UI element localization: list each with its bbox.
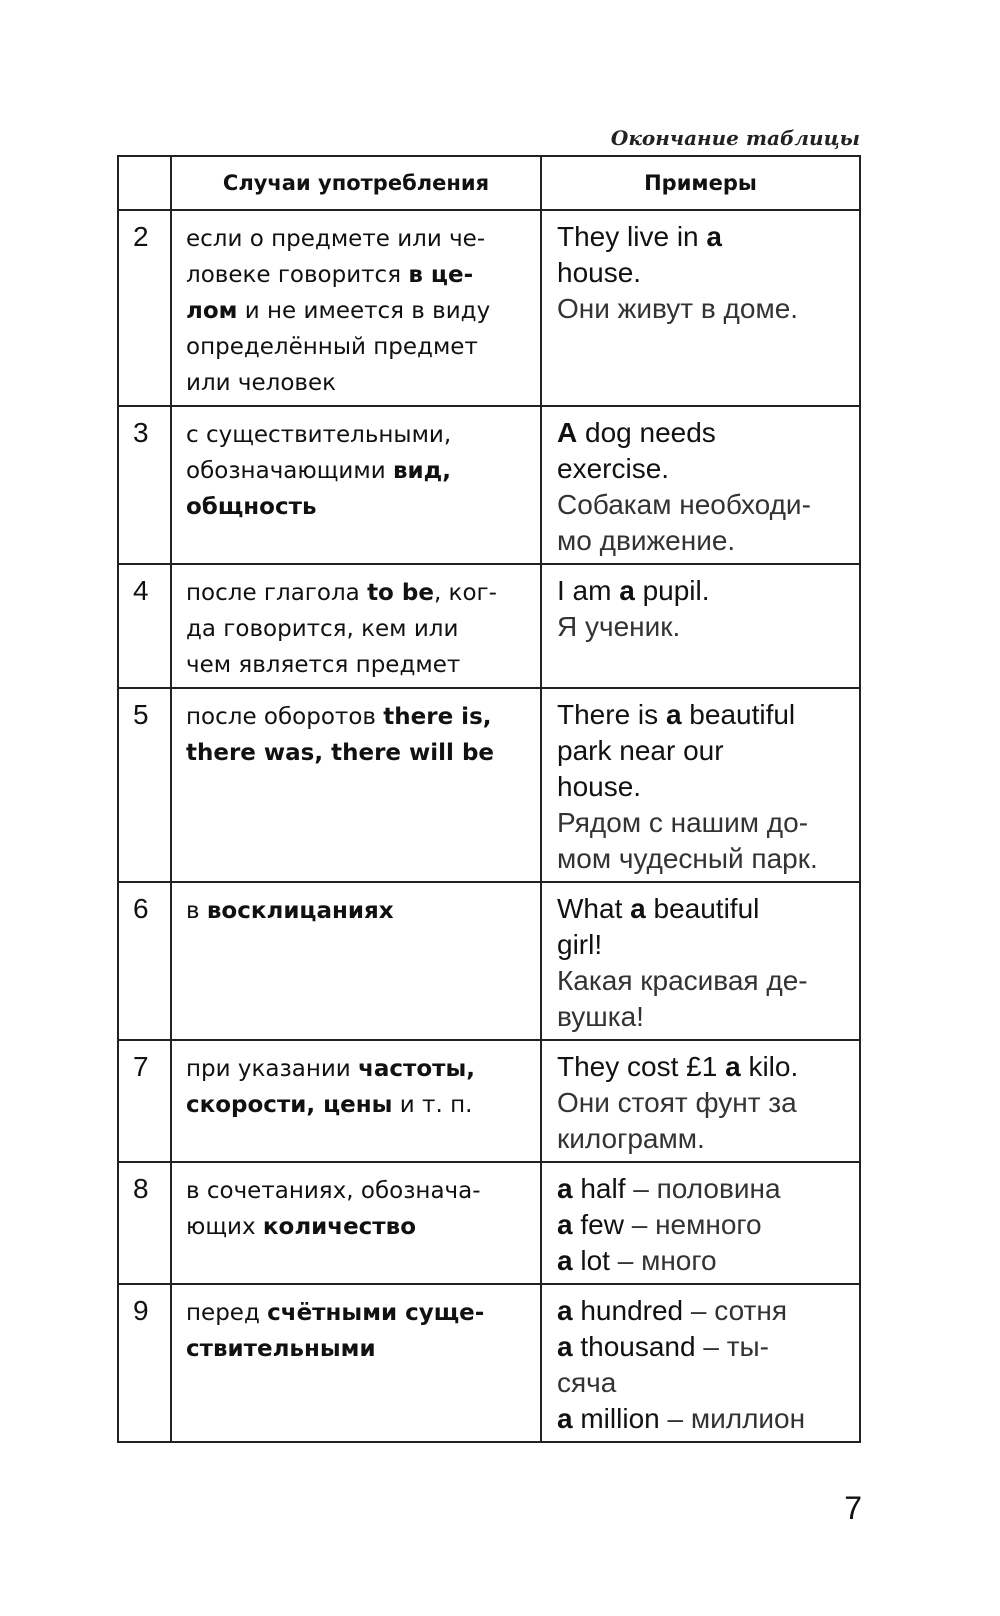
example-en: exercise.	[557, 453, 670, 484]
article-a: a	[557, 1331, 573, 1362]
case-cell	[171, 406, 541, 564]
case-text: при указании	[186, 1056, 359, 1082]
example-ru: – половина	[625, 1173, 781, 1204]
case-bold-text: восклицаниях	[206, 898, 394, 924]
example-en: kilo.	[740, 1051, 799, 1082]
case-text: да говорится, кем или	[186, 616, 459, 642]
case-bold-text: ствительными	[186, 1336, 376, 1362]
example-cell	[541, 688, 860, 882]
row-number: 9	[118, 1284, 171, 1442]
table-row	[118, 1162, 860, 1284]
case-text: с существительными,	[186, 422, 452, 448]
row-number: 6	[118, 882, 171, 1040]
example-en: beautiful	[681, 699, 796, 730]
case-bold-text: в це-	[408, 262, 474, 288]
article-a: a	[557, 1245, 573, 1276]
example-ru: Собакам необходи-	[557, 489, 811, 520]
table-continuation-caption: Окончание таблицы	[610, 126, 860, 150]
article-a: a	[630, 893, 646, 924]
example-en: pupil.	[634, 575, 710, 606]
example-en: house.	[557, 771, 642, 802]
example-en: park near our	[557, 735, 724, 766]
row-number: 8	[118, 1162, 171, 1284]
table-row	[118, 564, 860, 688]
case-cell	[171, 1162, 541, 1284]
case-bold-text: лом	[186, 298, 238, 324]
example-ru: – миллион	[659, 1403, 806, 1434]
case-text: определённый предмет	[186, 334, 478, 360]
example-en: thousand	[572, 1331, 696, 1362]
example-cell	[541, 406, 860, 564]
case-text: после глагола	[186, 580, 368, 606]
example-en: dog needs	[577, 417, 716, 448]
example-cell	[541, 1162, 860, 1284]
article-a: a	[557, 1295, 573, 1326]
article-a: a	[557, 1209, 573, 1240]
case-text: после оборотов	[186, 704, 384, 730]
table-row	[118, 882, 860, 1040]
table-header-row	[118, 156, 860, 210]
example-ru: мо движение.	[557, 525, 736, 556]
case-bold-text: частоты,	[358, 1056, 476, 1082]
example-en: house.	[557, 257, 642, 288]
example-en: They cost £1	[557, 1051, 726, 1082]
case-bold-text: вид,	[392, 458, 451, 484]
case-text: чем является предмет	[186, 652, 461, 678]
example-en: beautiful	[645, 893, 760, 924]
example-ru: – ты-	[695, 1331, 769, 1362]
article-a: A	[557, 417, 578, 448]
example-en: million	[572, 1403, 660, 1434]
example-ru: Рядом с нашим до-	[557, 807, 809, 838]
row-number: 7	[118, 1040, 171, 1162]
example-ru: килограмм.	[557, 1123, 705, 1154]
case-cell	[171, 1284, 541, 1442]
row-number: 3	[118, 406, 171, 564]
row-number: 4	[118, 564, 171, 688]
table-row	[118, 1284, 860, 1442]
example-ru: Они живут в доме.	[557, 293, 799, 324]
case-bold-text: количество	[262, 1214, 416, 1240]
case-cell	[171, 210, 541, 406]
page-number: 7	[844, 1490, 862, 1526]
table-row	[118, 210, 860, 406]
case-text: в сочетаниях, обознача-	[186, 1178, 481, 1204]
example-ru: сяча	[557, 1367, 617, 1398]
example-en: half	[572, 1173, 626, 1204]
header-examples: Примеры	[541, 156, 860, 210]
table-row	[118, 406, 860, 564]
row-number: 5	[118, 688, 171, 882]
article-a: a	[557, 1173, 573, 1204]
example-cell	[541, 1040, 860, 1162]
example-en: girl!	[557, 929, 603, 960]
example-cell	[541, 564, 860, 688]
example-cell	[541, 1284, 860, 1442]
case-cell	[171, 1040, 541, 1162]
example-en: lot	[572, 1245, 610, 1276]
example-ru: Какая красивая де-	[557, 965, 808, 996]
example-en: hundred	[572, 1295, 684, 1326]
example-ru: – много	[609, 1245, 717, 1276]
table-row	[118, 688, 860, 882]
example-en: What	[557, 893, 631, 924]
row-number: 2	[118, 210, 171, 406]
case-text: ющих	[186, 1214, 263, 1240]
case-cell	[171, 688, 541, 882]
example-en: I am	[557, 575, 620, 606]
example-ru: – сотня	[683, 1295, 787, 1326]
example-ru: – немного	[623, 1209, 762, 1240]
case-cell	[171, 564, 541, 688]
article-a: a	[706, 221, 722, 252]
case-text: обозначающими	[186, 458, 393, 484]
case-bold-text: there is,	[383, 704, 492, 730]
example-cell	[541, 882, 860, 1040]
example-ru: мом чудесный парк.	[557, 843, 818, 874]
case-text: перед	[186, 1300, 268, 1326]
case-text: или человек	[186, 370, 337, 396]
header-case: Случаи употребления	[171, 156, 541, 210]
case-bold-text: общность	[186, 494, 317, 520]
example-ru: Они стоят фунт за	[557, 1087, 797, 1118]
case-bold-text: to be	[367, 580, 434, 606]
case-bold-text: there was, there will be	[186, 740, 495, 766]
article-a: a	[619, 575, 635, 606]
case-text: и т. п.	[392, 1092, 473, 1118]
article-a: a	[725, 1051, 741, 1082]
case-text: , ког-	[433, 580, 497, 606]
example-ru: Я ученик.	[557, 611, 681, 642]
case-text: если о предмете или че-	[186, 226, 486, 252]
header-num	[118, 156, 171, 210]
example-cell	[541, 210, 860, 406]
case-bold-text: счётными суще-	[267, 1300, 485, 1326]
example-en: They live in	[557, 221, 707, 252]
example-ru: вушка!	[557, 1001, 644, 1032]
case-cell	[171, 882, 541, 1040]
article-a: a	[557, 1403, 573, 1434]
table-row	[118, 1040, 860, 1162]
example-en: few	[572, 1209, 624, 1240]
case-text: в	[186, 898, 207, 924]
example-en: There is	[557, 699, 666, 730]
case-bold-text: скорости, цены	[186, 1092, 393, 1118]
article-a: a	[665, 699, 682, 730]
case-text: ловеке говорится	[186, 262, 409, 288]
case-text: и не имеется в виду	[237, 298, 491, 324]
article-usage-table	[117, 155, 861, 1443]
